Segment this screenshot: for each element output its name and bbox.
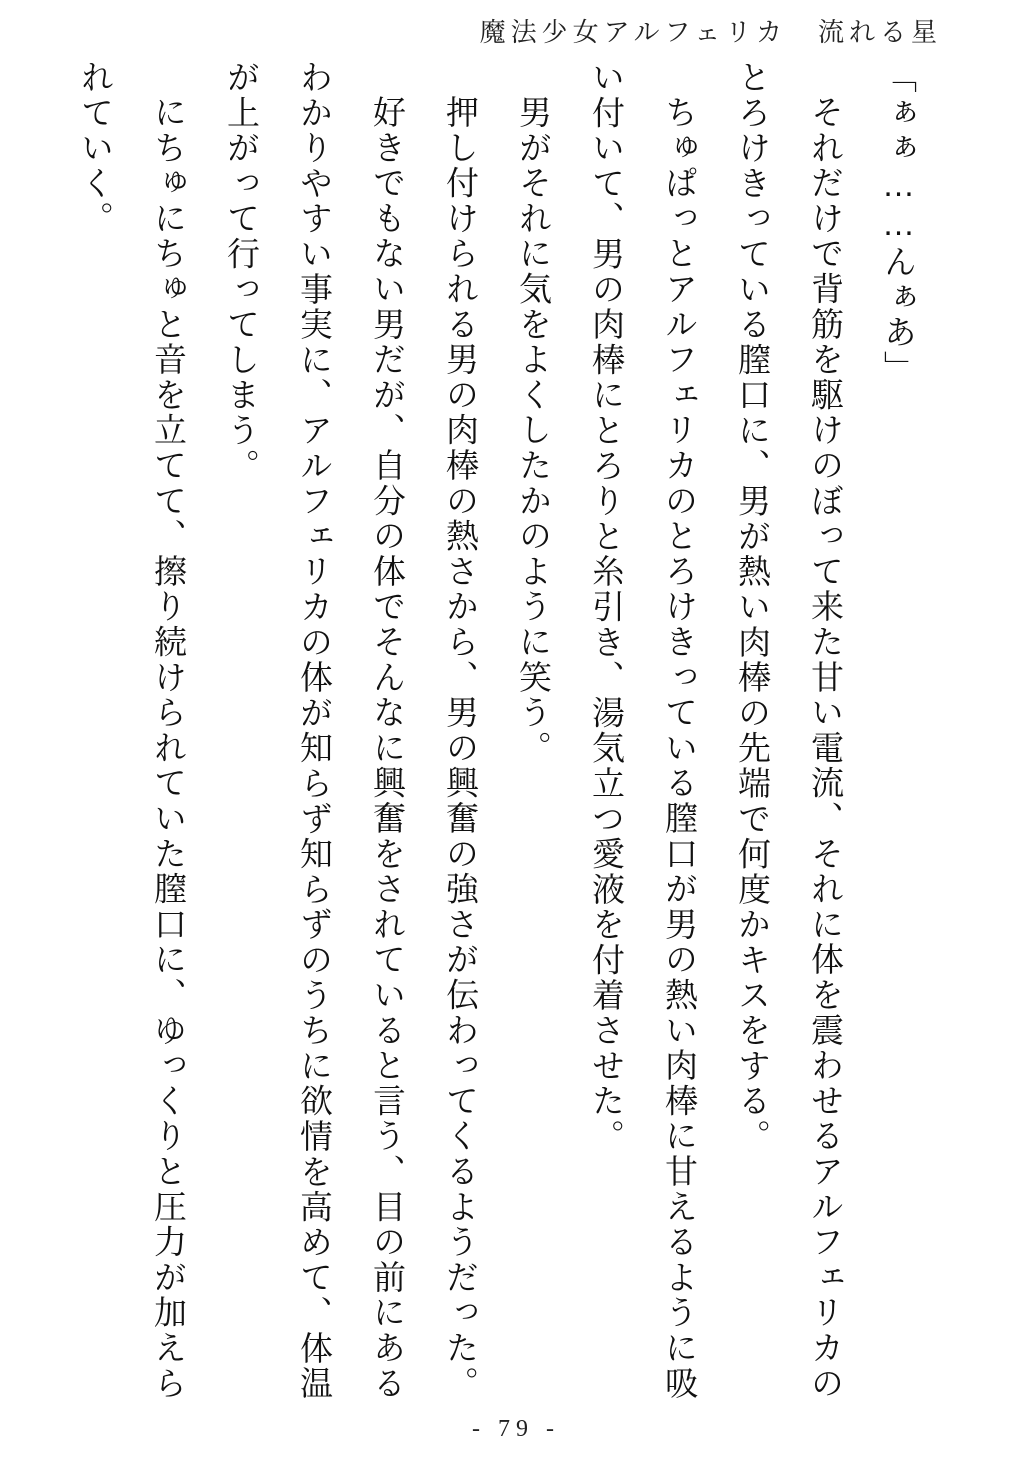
page-header-title: 魔法少女アルフェリカ 流れる星 <box>479 18 942 47</box>
paragraph: 押し付けられる男の肉棒の熱さから、男の興奮の強さが伝わってくるようだった。 <box>442 95 479 1402</box>
paragraph-dialogue: 「ぁぁ……んぁあ」 <box>880 60 917 386</box>
paragraph: 男がそれに気をよくしたかのように笑う。 <box>515 95 552 766</box>
paragraph: にちゅにちゅと音を立てて、擦り続けられていた膣口に、ゆっくりと圧力が加えられていく。 <box>77 60 187 1402</box>
page-number: - 79 - <box>472 1416 560 1442</box>
paragraph: それだけで背筋を駆けのぼって来た甘い電流、それに体を震わせるアルフェリカのとろけきっている膣口に、男が熱い肉棒の先端で何度かキスをする。 <box>734 60 844 1402</box>
paragraph: ちゅぱっとアルフェリカのとろけきっている膣口が男の熱い肉棒に甘えるように吸い付いて、男の肉棒にとろりと糸引き、湯気立つ愛液を付着させた。 <box>588 60 698 1402</box>
paragraph: 好きでもない男だが、自分の体でそんなに興奮をされていると言う、目の前にあるわかりやすい事実に、アルフェリカの体が知らず知らずのうちに欲情を高めて、体温が上がって行ってしまう。 <box>223 60 406 1402</box>
body-text <box>55 60 935 1405</box>
